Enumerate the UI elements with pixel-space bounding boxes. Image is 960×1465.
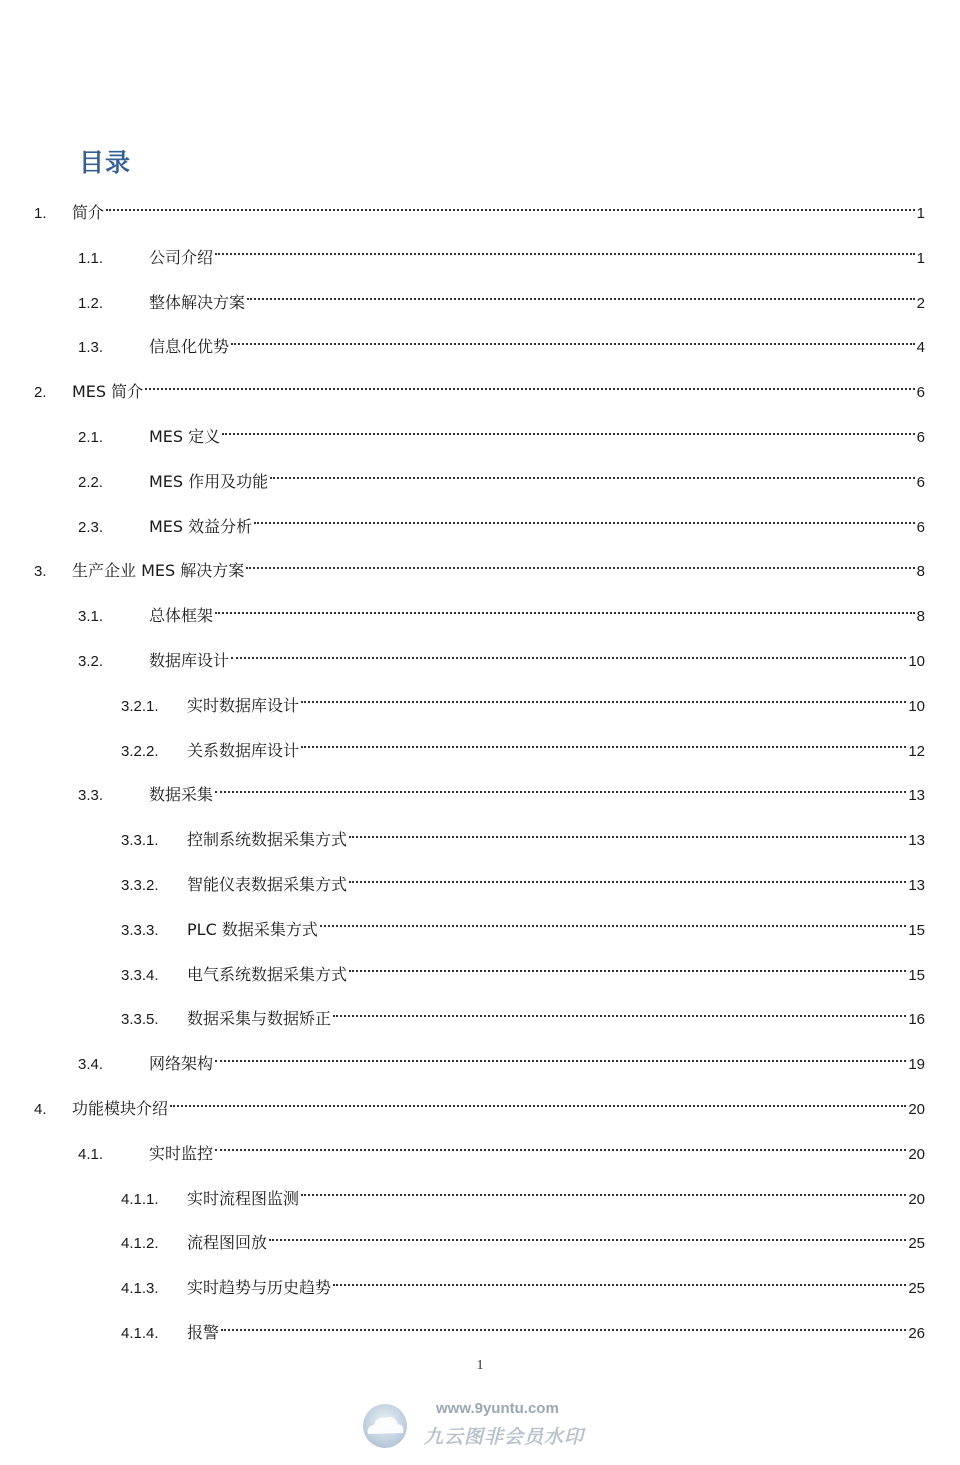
page-number: 1 — [476, 1358, 484, 1373]
toc-entry-number: 4. — [34, 1101, 47, 1118]
toc-entry-number: 2.1. — [78, 429, 104, 446]
toc-entry-title: 流程图回放 — [187, 1233, 268, 1253]
toc-dot-leader — [301, 700, 906, 703]
toc-entry-title: PLC 数据采集方式 — [187, 919, 318, 939]
toc-entry[interactable] — [34, 556, 925, 586]
toc-dot-leader — [254, 521, 914, 524]
toc-entry-title: 网络架构 — [149, 1054, 214, 1074]
toc-entry[interactable] — [121, 736, 925, 766]
toc-dot-leader — [301, 1193, 906, 1196]
toc-entry-page: 8 — [916, 563, 925, 581]
toc-dot-leader — [333, 1283, 906, 1286]
toc-dot-leader — [333, 1014, 906, 1017]
toc-entry[interactable] — [121, 691, 925, 721]
toc-entry-number: 1.2. — [78, 294, 104, 312]
toc-entry-title: 总体框架 — [149, 606, 214, 626]
toc-entry-title: 实时趋势与历史趋势 — [187, 1278, 332, 1298]
toc-entry-number: 2.3. — [78, 518, 104, 536]
toc-dot-leader — [170, 1104, 906, 1107]
toc-entry-number: 1.1. — [78, 249, 104, 267]
toc-dot-leader — [215, 1148, 906, 1151]
toc-entry[interactable] — [121, 1184, 925, 1214]
toc-dot-leader — [106, 208, 915, 211]
toc-entry-page: 20 — [908, 1101, 925, 1118]
toc-entry-number: 3.3. — [78, 787, 104, 805]
toc-dot-leader — [145, 387, 914, 390]
toc-entry-page: 13 — [908, 787, 925, 805]
toc-entry[interactable] — [34, 377, 925, 407]
toc-entry[interactable] — [121, 1228, 925, 1258]
toc-entry[interactable] — [121, 1004, 925, 1034]
toc-entry-title: 智能仪表数据采集方式 — [187, 875, 348, 894]
toc-entry-page: 13 — [908, 832, 925, 850]
toc-entry-number: 4.1.3. — [121, 1280, 159, 1298]
toc-entry[interactable] — [121, 1318, 925, 1348]
toc-entry-title: 控制系统数据采集方式 — [187, 830, 348, 850]
toc-entry[interactable] — [78, 467, 925, 497]
toc-entry-number: 3.2. — [78, 653, 104, 670]
toc-entry[interactable] — [121, 960, 925, 990]
toc-entry-number: 3.3.3. — [121, 921, 159, 939]
toc-entry-page: 6 — [916, 429, 925, 446]
toc-entry-page: 13 — [908, 877, 925, 894]
toc-dot-leader — [247, 297, 915, 300]
toc-entry-title: MES 作用及功能 — [149, 471, 269, 491]
toc-entry-number: 2.2. — [78, 473, 104, 491]
toc-dot-leader — [320, 924, 906, 927]
toc-dot-leader — [246, 566, 914, 569]
toc-entry[interactable] — [121, 915, 925, 945]
toc-entry-number: 3.3.5. — [121, 1011, 159, 1029]
toc-entry[interactable] — [78, 1139, 925, 1169]
toc-entry[interactable] — [78, 332, 925, 362]
toc-entry-title: MES 效益分析 — [149, 516, 253, 536]
toc-dot-leader — [222, 432, 914, 435]
toc-entry-number: 3.3.2. — [121, 877, 159, 894]
toc-dot-leader — [349, 880, 906, 883]
toc-entry[interactable] — [121, 1273, 925, 1303]
toc-dot-leader — [215, 790, 906, 793]
cloud-logo-icon — [358, 1402, 410, 1450]
toc-entry-number: 4.1. — [78, 1145, 104, 1163]
toc-entry-number: 3.3.4. — [121, 966, 159, 984]
toc-entry-page: 1 — [916, 249, 925, 267]
toc-entry-page: 19 — [908, 1056, 925, 1074]
toc-entry-page: 16 — [908, 1011, 925, 1029]
toc-entry-title: 实时数据库设计 — [187, 695, 300, 715]
toc-entry-page: 25 — [908, 1235, 925, 1253]
toc-entry-number: 2. — [34, 384, 47, 402]
toc-entry-title: 数据采集 — [149, 785, 214, 805]
toc-entry-number: 3.4. — [78, 1056, 104, 1074]
toc-dot-leader — [215, 252, 915, 255]
watermark-url: www.9yuntu.com — [436, 1400, 559, 1417]
toc-entry-number: 4.1.2. — [121, 1235, 159, 1253]
toc-entry[interactable] — [78, 288, 925, 318]
toc-dot-leader — [349, 969, 906, 972]
toc-entry-page: 26 — [908, 1325, 925, 1342]
toc-entry[interactable] — [121, 825, 925, 855]
toc-dot-leader — [215, 1059, 906, 1062]
toc-entry-title: 电气系统数据采集方式 — [187, 964, 348, 984]
toc-entry[interactable] — [34, 198, 925, 228]
toc-entry-page: 6 — [916, 384, 925, 402]
toc-entry-page: 12 — [908, 742, 925, 760]
toc-entry[interactable] — [78, 1049, 925, 1079]
toc-entry[interactable] — [78, 780, 925, 810]
toc-entry[interactable] — [78, 422, 925, 452]
toc-entry-title: 信息化优势 — [149, 337, 230, 357]
toc-dot-leader — [215, 611, 915, 614]
toc-entry-title: 数据库设计 — [149, 651, 230, 670]
toc-entry-title: MES 简介 — [72, 382, 144, 402]
toc-entry-page: 2 — [916, 294, 925, 312]
toc-entry-page: 15 — [908, 921, 925, 939]
toc-entry-page: 10 — [908, 653, 925, 670]
toc-entry-page: 20 — [908, 1145, 925, 1163]
toc-entry-page: 25 — [908, 1280, 925, 1298]
toc-entry-title: 实时监控 — [149, 1143, 214, 1163]
toc-entry-page: 10 — [908, 697, 925, 715]
toc-entry-number: 1. — [34, 205, 47, 222]
toc-entry-title: 公司介绍 — [149, 247, 214, 267]
toc-dot-leader — [270, 476, 914, 479]
toc-entry[interactable] — [34, 1094, 925, 1124]
toc-entry-number: 4.1.4. — [121, 1325, 159, 1342]
toc-entry-title: 报警 — [187, 1323, 220, 1342]
toc-entry-title: 数据采集与数据矫正 — [187, 1009, 332, 1029]
toc-entry-title: 整体解决方案 — [149, 292, 246, 312]
toc-entry-page: 6 — [916, 518, 925, 536]
toc-entry-title: 关系数据库设计 — [187, 740, 300, 760]
toc-entry-page: 6 — [916, 473, 925, 491]
toc-entry[interactable] — [78, 646, 925, 676]
toc-entry-number: 3.2.1. — [121, 697, 159, 715]
toc-entry-page: 8 — [916, 608, 925, 626]
toc-entry-number: 1.3. — [78, 339, 104, 357]
toc-dot-leader — [221, 1328, 906, 1331]
toc-entry-page: 4 — [916, 339, 925, 357]
toc-entry-number: 3. — [34, 563, 47, 581]
toc-entry-number: 3.1. — [78, 608, 104, 626]
watermark-label: 九云图非会员水印 — [424, 1426, 585, 1448]
toc-entry-page: 20 — [908, 1190, 925, 1208]
toc-dot-leader — [231, 342, 915, 345]
toc-dot-leader — [349, 835, 906, 838]
toc-entry-page: 1 — [916, 205, 925, 222]
toc-entry-number: 4.1.1. — [121, 1190, 159, 1208]
toc-dot-leader — [269, 1238, 906, 1241]
toc-entry-page: 15 — [908, 966, 925, 984]
toc-title: 目录 — [79, 148, 132, 177]
toc-entry-title: 生产企业 MES 解决方案 — [72, 561, 245, 581]
toc-entry-title: 实时流程图监测 — [187, 1188, 300, 1208]
toc-entry[interactable] — [78, 512, 925, 542]
toc-entry-number: 3.3.1. — [121, 832, 159, 850]
toc-entry[interactable] — [78, 601, 925, 631]
toc-entry-title: MES 定义 — [149, 427, 221, 446]
toc-entry[interactable] — [121, 870, 925, 900]
toc-dot-leader — [301, 745, 906, 748]
watermark — [358, 1398, 608, 1458]
toc-entry-title: 功能模块介绍 — [72, 1099, 169, 1118]
toc-entry-number: 3.2.2. — [121, 742, 159, 760]
toc-entry[interactable] — [78, 243, 925, 273]
toc-dot-leader — [231, 656, 906, 659]
toc-entry-title: 简介 — [72, 203, 105, 222]
